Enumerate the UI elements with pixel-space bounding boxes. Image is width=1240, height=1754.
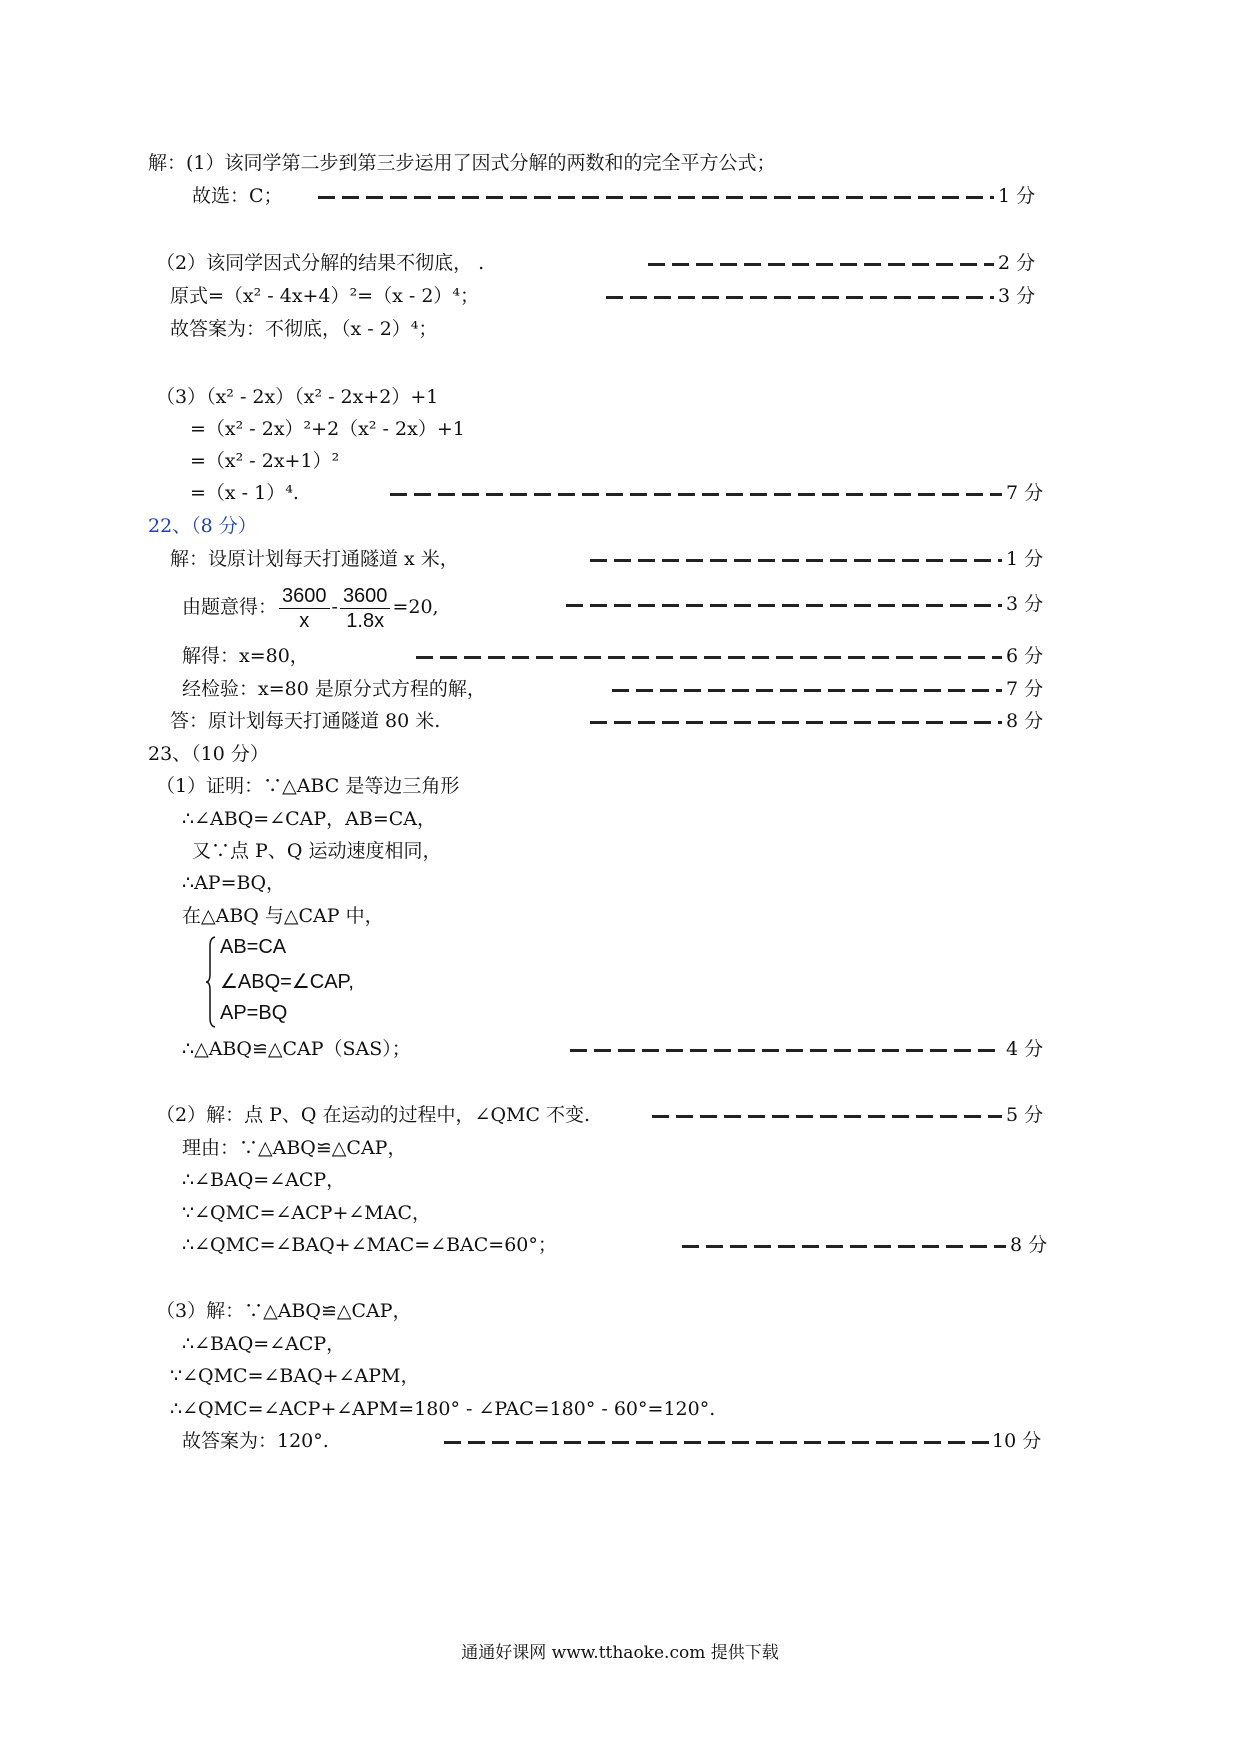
dash-leader <box>652 1115 1002 1118</box>
text-line: =（x² - 2x+1）² <box>190 450 340 472</box>
score-mark: 6 分 <box>1006 645 1044 667</box>
numerator: 3600 <box>279 584 330 609</box>
score-mark: 10 分 <box>992 1430 1042 1452</box>
system-row: AB=CA <box>220 936 287 958</box>
dash-leader <box>590 559 1002 562</box>
problem-heading: 23、（10 分） <box>148 743 269 765</box>
dash-leader <box>570 1049 1002 1052</box>
score-mark: 8 分 <box>1006 710 1044 732</box>
dash-leader <box>606 296 994 299</box>
text-line: ∴∠QMC=∠ACP+∠APM=180° - ∠PAC=180° - 60°=120°. <box>170 1398 716 1420</box>
denominator: 1.8x <box>346 609 385 632</box>
dash-leader <box>612 689 1002 692</box>
score-mark: 1 分 <box>1006 548 1044 570</box>
equation-label: 由题意得： <box>182 596 278 618</box>
fraction <box>340 584 391 633</box>
text-line: 故选：C； <box>192 185 283 207</box>
text-line: 理由：∵△ABQ≌△CAP， <box>182 1137 407 1159</box>
score-mark: 5 分 <box>1006 1104 1044 1126</box>
text-line: 解：(1）该同学第二步到第三步运用了因式分解的两数和的完全平方公式； <box>148 152 776 174</box>
minus-sign: - <box>331 596 338 618</box>
dash-leader <box>682 1245 1006 1248</box>
equation-rhs: =20, <box>392 596 439 618</box>
problem-heading: 22、（8 分） <box>148 515 257 537</box>
text-line: （2）解：点 P、Q 在运动的过程中，∠QMC 不变. <box>156 1104 591 1126</box>
text-line: ∴△ABQ≌△CAP（SAS）； <box>182 1038 411 1060</box>
text-line: 又∵点 P、Q 运动速度相同， <box>192 840 442 862</box>
score-mark: 4 分 <box>1006 1038 1044 1060</box>
numerator: 3600 <box>340 584 391 609</box>
dash-leader <box>318 196 994 199</box>
score-mark: 8 分 <box>1010 1234 1048 1256</box>
text-line: =（x - 1）⁴. <box>190 482 299 504</box>
dash-leader <box>390 493 1002 496</box>
text-line: （1）证明：∵△ABC 是等边三角形 <box>156 775 460 797</box>
text-line: ∴∠ABQ=∠CAP，AB=CA， <box>182 808 437 830</box>
score-mark: 3 分 <box>1006 593 1044 615</box>
score-mark: 7 分 <box>1006 482 1044 504</box>
text-line: 解得：x=80， <box>182 645 309 667</box>
text-line: 解：设原计划每天打通隧道 x 米， <box>170 548 459 570</box>
score-mark: 2 分 <box>998 252 1036 274</box>
score-mark: 3 分 <box>998 285 1036 307</box>
equation-system <box>206 936 406 1030</box>
text-line: 原式=（x² - 4x+4）²=（x - 2）⁴； <box>170 285 480 307</box>
text-line: 故答案为：120°. <box>182 1430 329 1452</box>
dash-leader <box>648 263 994 266</box>
score-mark: 7 分 <box>1006 678 1044 700</box>
dash-leader <box>444 1441 990 1444</box>
dash-leader <box>566 604 1002 607</box>
text-line: ∴∠BAQ=∠ACP， <box>182 1169 346 1191</box>
text-line: ∵∠QMC=∠ACP+∠MAC， <box>182 1202 432 1224</box>
text-line: （2）该同学因式分解的结果不彻底， . <box>156 252 485 274</box>
text-line: 故答案为：不彻底，（x - 2）⁴； <box>170 318 438 340</box>
denominator: x <box>299 609 310 632</box>
page-footer: 通通好课网 www.tthaoke.com 提供下载 <box>461 1643 779 1663</box>
text-line: ∴AP=BQ， <box>182 872 286 894</box>
dash-leader <box>416 656 1002 659</box>
text-line: （3）（x² - 2x）（x² - 2x+2）+1 <box>156 386 439 408</box>
text-line: （3）解：∵△ABQ≌△CAP， <box>156 1300 412 1322</box>
brace-icon <box>206 936 216 1028</box>
system-row: AP=BQ <box>220 1002 288 1024</box>
text-line: 在△ABQ 与△CAP 中， <box>182 905 384 927</box>
text-line: ∴∠BAQ=∠ACP， <box>182 1333 346 1355</box>
fraction <box>279 584 330 633</box>
text-line: 经检验：x=80 是原分式方程的解， <box>182 678 486 700</box>
text-line: =（x² - 2x）²+2（x² - 2x）+1 <box>190 418 465 440</box>
text-line: ∴∠QMC=∠BAQ+∠MAC=∠BAC=60°； <box>182 1234 557 1256</box>
text-line: 答：原计划每天打通隧道 80 米. <box>170 710 441 732</box>
text-line: ∵∠QMC=∠BAQ+∠APM， <box>170 1365 420 1387</box>
system-row: ∠ABQ=∠CAP, <box>220 971 354 993</box>
equation-line <box>182 580 439 634</box>
dash-leader <box>590 721 1002 724</box>
score-mark: 1 分 <box>998 185 1036 207</box>
